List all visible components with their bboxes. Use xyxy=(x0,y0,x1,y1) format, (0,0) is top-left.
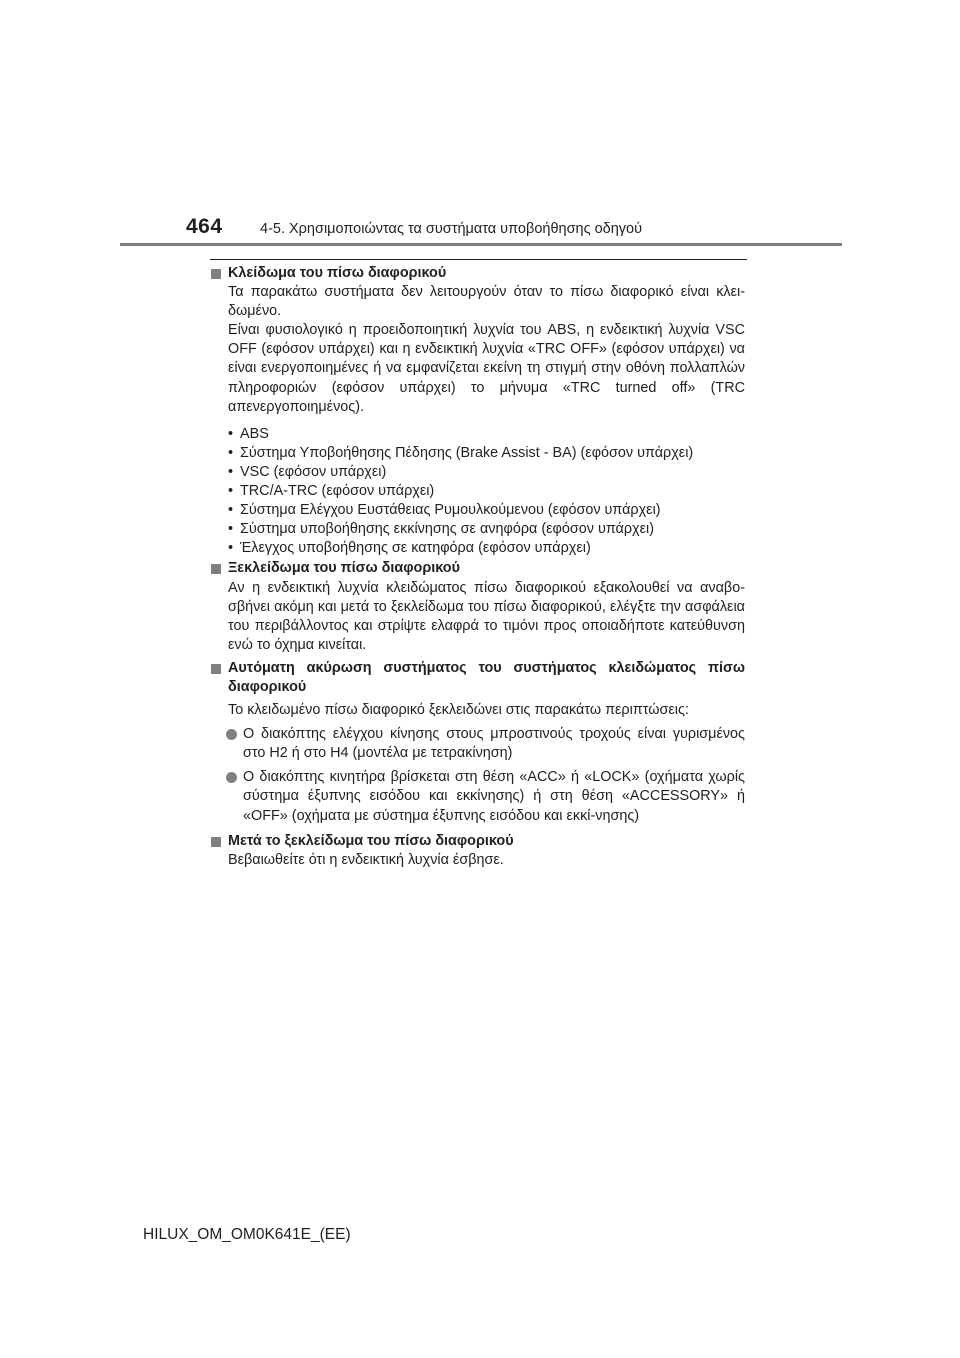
list-item: • TRC/A-TRC (εφόσον υπάρχει) xyxy=(210,482,745,501)
paragraph: Βεβαιωθείτε ότι η ενδεικτική λυχνία έσβησε. xyxy=(228,851,504,868)
section-after-unlock xyxy=(210,832,745,870)
bullet-dot-icon: • xyxy=(228,483,234,500)
section-auto-cancel xyxy=(210,659,745,826)
list-item: • ABS xyxy=(210,425,745,444)
paragraph: Είναι φυσιολογικό η προειδοποιητική λυχνία του ABS, η ενδεικτική λυχνία VSC OFF (εφόσον υπάρχει) και η ενδεικτική λυχνία «TRC OFF» (εφόσον υπάρχει) να είναι ενεργοποιημένες ή να εμφανίζεται εκείνη τη στιγμή στην οθόνη πολλαπλών πληροφοριών (εφόσον υπάρχει) το μήνυμα «TRC turned off» (TRC απενεργοποιημένος). xyxy=(228,322,745,415)
paragraph: Το κλειδωμένο πίσω διαφορικό ξεκλειδώνει στις παρακάτω περιπτώσεις: xyxy=(228,702,689,719)
list-item: • Σύστημα υποβοήθησης εκκίνησης σε ανηφόρα (εφόσον υπάρχει) xyxy=(210,520,745,539)
section-heading: Ξεκλείδωμα του πίσω διαφορικού xyxy=(210,559,745,578)
page-number: 464 xyxy=(186,215,223,238)
section-rear-diff-unlock xyxy=(210,559,745,654)
bullet-dot-icon: • xyxy=(228,540,234,557)
list-item: • Σύστημα Υποβοήθησης Πέδησης (Brake Assist - BA) (εφόσον υπάρχει) xyxy=(210,444,745,463)
list-item: • VSC (εφόσον υπάρχει) xyxy=(210,463,745,482)
paragraph: Τα παρακάτω συστήματα δεν λειτουργούν όταν το πίσω διαφορικό είναι κλει-δωμένο. xyxy=(228,284,745,320)
bullet-dot-icon: • xyxy=(228,444,234,461)
section-heading: Κλείδωμα του πίσω διαφορικού xyxy=(210,264,745,283)
list-item: Ο διακόπτης ελέγχου κίνησης στους μπροστινούς τροχούς είναι γυρισμένος στο H2 ή στο H4 (μοντέλα με τετρακίνηση) xyxy=(210,725,745,763)
list-item: • Έλεγχος υποβοήθησης σε κατηφόρα (εφόσον υπάρχει) xyxy=(210,539,745,558)
square-bullet-icon xyxy=(211,664,221,674)
document-code: HILUX_OM_OM0K641E_(EE) xyxy=(143,1226,351,1243)
content xyxy=(210,264,745,870)
section-rear-diff-lock xyxy=(210,264,745,558)
bullet-dot-icon: • xyxy=(228,521,234,538)
section-title: 4-5. Χρησιμοποιώντας τα συστήματα υποβοήθησης οδηγού xyxy=(260,221,643,237)
square-bullet-icon xyxy=(211,269,221,279)
list-item: Ο διακόπτης κινητήρα βρίσκεται στη θέση «ACC» ή «LOCK» (οχήματα χωρίς σύστημα έξυπνης εισόδου και εκκίνησης) ή στη θέση «ACCESSORY» ή «OFF» (οχήματα με σύστημα έξυπνης εισόδου και εκκί-νησης) xyxy=(210,768,745,825)
circle-bullet-icon xyxy=(226,772,237,783)
circle-bullet-icon xyxy=(226,729,237,740)
section-heading: Αυτόματη ακύρωση συστήματος του συστήματος κλειδώματος πίσω διαφορικού xyxy=(210,659,745,697)
paragraph: Αν η ενδεικτική λυχνία κλειδώματος πίσω διαφορικού εξακολουθεί να αναβο-σβήνει ακόμη και μετά το ξεκλείδωμα του πίσω διαφορικού, ελέγξτε την ασφάλεια του περιβάλλοντος και στρίψτε ελαφρά το τιμόνι προς οποιαδήποτε κατεύθυνση ενώ το όχημα κινείται. xyxy=(228,579,745,653)
square-bullet-icon xyxy=(211,837,221,847)
bullet-dot-icon: • xyxy=(228,463,234,480)
section-heading: Μετά το ξεκλείδωμα του πίσω διαφορικού xyxy=(210,832,745,851)
square-bullet-icon xyxy=(211,564,221,574)
header-rule xyxy=(120,243,842,246)
bullet-list xyxy=(210,425,745,559)
content-rule xyxy=(210,259,747,260)
bullet-dot-icon: • xyxy=(228,502,234,519)
bullet-dot-icon: • xyxy=(228,425,234,442)
list-item: • Σύστημα Ελέγχου Ευστάθειας Ρυμουλκούμενου (εφόσον υπάρχει) xyxy=(210,501,745,520)
